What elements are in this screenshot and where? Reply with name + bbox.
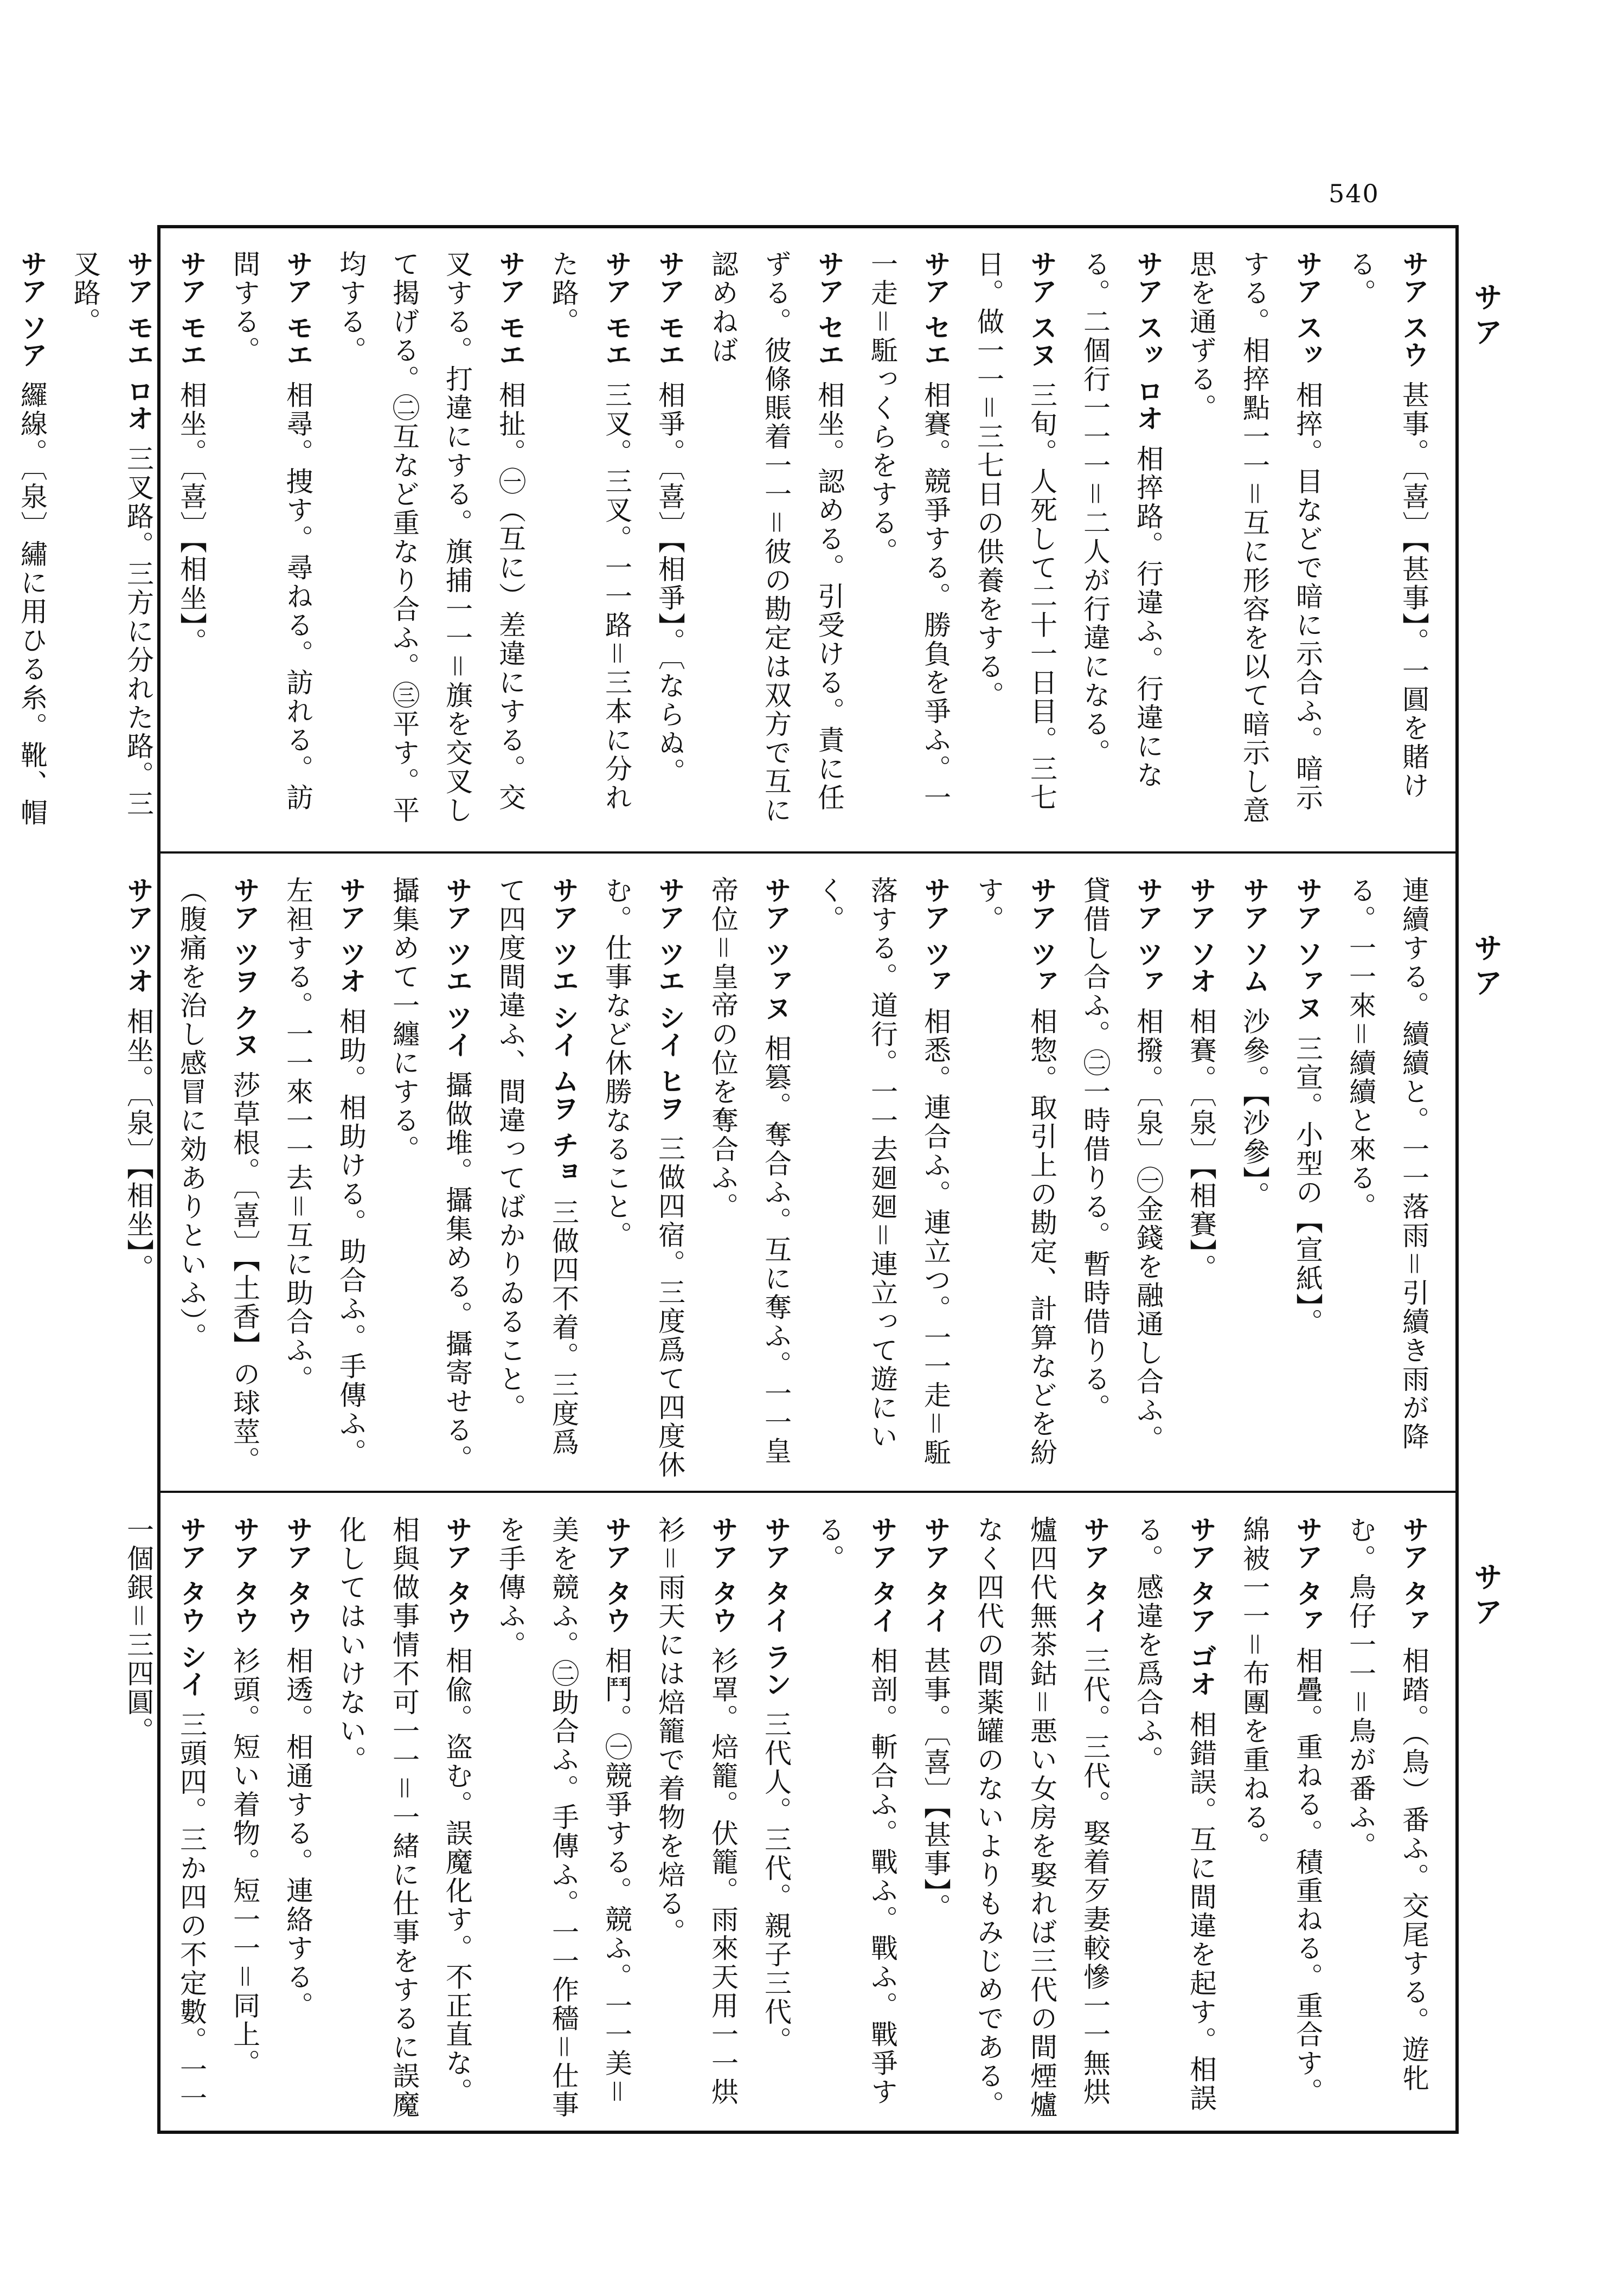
entry-definition: 衫罩。焙籠。伏籠。雨來天用一一烘衫＝雨天には焙籠で着物を焙る。	[654, 1516, 739, 2107]
entry-definition: 相尋。捜す。尋ねる。訪れる。訪問する。	[229, 250, 313, 812]
dictionary-entry	[1068, 250, 1175, 841]
entry-reading: サア スッ ロオ	[1132, 250, 1164, 432]
entry-reading: サア ツヲ クヌ	[229, 876, 261, 1058]
entry-definition: 三旬。人死して二十一日目。三七日。做一一＝三七日の供養をする。	[973, 250, 1057, 812]
entry-reading: サア スッ	[1292, 250, 1324, 368]
entry-definition: 相惣。取引上の勘定、計算などを紛す。	[973, 876, 1057, 1467]
dictionary-entry	[165, 250, 218, 841]
entry-definition: 三叉路。三方に分れた路。三叉路。	[69, 250, 154, 818]
entry-reading: サア ソア	[16, 250, 48, 368]
entry-reading: サア モエ	[495, 250, 527, 368]
dictionary-entry	[696, 250, 856, 841]
dictionary-entry	[1228, 876, 1281, 1480]
entry-reading: サア ツオ	[123, 876, 155, 995]
dictionary-entry	[803, 1516, 909, 2120]
dictionary-entry	[590, 876, 696, 1480]
entry-reading: サア ソオ	[1185, 876, 1217, 995]
entry-definition: 相捽路。行違ふ。行違になる。二個行一一一＝二人が行違になる。	[1079, 250, 1164, 790]
entry-definition: 沙參。【沙參】。	[1239, 1007, 1270, 1210]
entry-definition: 莎草根。〔喜〕【土香】の球莖。（腹痛を治し感冒に効ありといふ）。	[176, 876, 260, 1475]
dictionary-entry	[962, 1516, 1121, 2120]
dictionary-entry	[165, 876, 271, 1480]
entry-definition: 三代。三代。娶着歹妻較慘一一無烘爐四代無茶鈷＝悪い女房を娶れば三代の間煙爐なく四代の間薬罐のないよりもみじめである。	[973, 1516, 1111, 2119]
entry-reading: サア モエ	[282, 250, 314, 368]
entry-reading: サア モエ	[654, 250, 686, 368]
entry-reading: サア タウ シイ	[176, 1516, 208, 1697]
entry-definition: 相坐。〔喜〕【相坐】。	[176, 381, 207, 657]
entry-reading: サア モエ	[176, 250, 208, 368]
dictionary-entry	[1121, 1516, 1228, 2120]
dictionary-entry	[324, 250, 537, 841]
dictionary-band-top	[16, 228, 1455, 851]
dictionary-entry	[59, 250, 165, 841]
dictionary-entry	[0, 250, 59, 841]
dictionary-entry	[1228, 1516, 1334, 2120]
entry-reading: サア ツァ	[920, 876, 952, 995]
section-index-head: サア	[1469, 933, 1504, 1002]
band-divider	[161, 851, 1455, 854]
entry-definition: 攝做堆。攝集める。攝寄せる。攝集めて一纏にする。	[388, 876, 473, 1473]
entry-reading: サア ソム	[1239, 876, 1271, 995]
dictionary-entry	[1334, 250, 1440, 841]
entry-reading: サア モエ	[601, 250, 633, 368]
entry-definition: 三做四宿。三度爲て四度休む。仕事など休勝なること。	[601, 876, 685, 1480]
entry-reading: サア タイ ラン	[760, 1516, 792, 1697]
entry-definition: 三宣。小型の【宣紙】。	[1292, 1034, 1323, 1337]
dictionary-entry	[1334, 876, 1440, 1480]
entry-definition: 相透。相通する。連絡する。	[282, 1646, 313, 2021]
entry-definition: 衫頭。短い着物。短一一＝同上。	[229, 1646, 260, 2078]
dictionary-entry	[377, 876, 484, 1480]
dictionary-entry	[484, 876, 590, 1480]
entry-reading: サア タァ	[1292, 1516, 1324, 1634]
entry-reading: サア タァ	[1398, 1516, 1430, 1634]
entry-definition: 纙線。〔泉〕繡に用ひる糸。靴、帽	[16, 381, 48, 828]
dictionary-entry	[1068, 876, 1175, 1480]
band-divider	[161, 1491, 1455, 1493]
dictionary-entry	[537, 250, 643, 841]
entry-reading: サア タウ	[441, 1516, 473, 1634]
entry-definition: 相助。相助ける。助合ふ。手傳ふ。左袒する。一一來一一去＝互に助合ふ。	[282, 876, 367, 1467]
entry-definition: 相捽。目などで暗に示合ふ。暗示する。相捽點一一＝互に形容を以て暗示し意思を通ずる。	[1185, 250, 1323, 825]
entry-definition: 相賽。〔泉〕【相賽】。	[1185, 1007, 1217, 1283]
entry-reading: サア タイ	[920, 1516, 952, 1634]
page-number: 540	[1329, 179, 1380, 208]
dictionary-entry	[1334, 1516, 1440, 2120]
entry-reading: サア ツァ	[1026, 876, 1058, 995]
dictionary-entry	[271, 876, 377, 1480]
entry-definition: 相篡。奪合ふ。互に奪ふ。一一皇帝位＝皇帝の位を奪合ふ。	[707, 876, 792, 1466]
entry-reading: サア タイ	[1079, 1516, 1111, 1634]
entry-definition: 三頭四。三か四の不定數。一一一個銀＝三四圓。	[123, 1516, 207, 2113]
dictionary-entry	[1175, 250, 1334, 841]
dictionary-entry	[1175, 876, 1228, 1480]
dictionary-entry	[218, 1516, 271, 2120]
entry-definition: 相撥。〔泉〕㊀金錢を融通し合ふ。貸借し合ふ。㊁一時借りる。暫時借りる。	[1079, 876, 1164, 1454]
entry-reading: サア ツエ ツイ	[441, 876, 473, 1058]
dictionary-band-bottom	[123, 1494, 1455, 2131]
dictionary-entry	[962, 250, 1068, 841]
entry-definition: 相爭。〔喜〕【相爭】。〔ならぬ。	[654, 381, 685, 787]
entry-reading: サア モエ ロオ	[123, 250, 155, 432]
entry-reading: サア ツエ シイ ムヲ チョ	[548, 876, 580, 1185]
dictionary-entry	[112, 876, 165, 1480]
entry-reading: サア スヌ	[1026, 250, 1058, 368]
entry-definition: 三叉。三叉。一一路＝三本に分れた路。	[548, 250, 632, 812]
entry-reading: サア タウ	[229, 1516, 261, 1634]
dictionary-entry	[696, 876, 803, 1480]
entry-definition: 相錯誤。互に間違を起す。相誤る。感違を爲合ふ。	[1132, 1516, 1217, 2113]
entry-reading: サア セエ	[920, 250, 952, 368]
entry-reading: サア タア ゴオ	[1185, 1516, 1217, 1697]
entry-definition: 相悉。連合ふ。連立つ。一一走＝駈落する。道行。一一去廻廻＝連立って遊にいく。	[813, 876, 951, 1467]
dictionary-entry	[856, 250, 962, 841]
entry-reading: サア ツァヌ	[760, 876, 792, 1022]
entry-definition: 相偸。盗む。誤魔化す。不正直な。相與做事情不可一一＝一緒に仕事をするに誤魔化してはいけない。	[335, 1516, 473, 2119]
entry-reading: サア タウ	[601, 1516, 633, 1634]
dictionary-entry	[271, 1516, 324, 2120]
dictionary-entry	[803, 876, 962, 1480]
entry-definition: 三代人。三代。親子三代。	[760, 1710, 792, 2055]
entry-definition: 相疊。重ねる。積重ねる。重合す。綿被一一＝布團を重ねる。	[1239, 1516, 1323, 2107]
entry-definition: 相扯。㊀（互に）差違にする。交叉する。打違にする。旗捕一一＝旗を交叉して揭げる。㊁互など重なり合ふ。㊂平す。平均する。	[335, 250, 526, 825]
entry-reading: サア タウ	[282, 1516, 314, 1634]
entry-reading: サア セエ	[813, 250, 845, 368]
dictionary-entry	[643, 1516, 749, 2120]
entry-reading: サア スウ	[1398, 250, 1430, 368]
entries-column-group	[123, 876, 1440, 1480]
entry-definition: 相賽。競爭する。勝負を爭ふ。一一走＝駈っくらをする。	[867, 250, 951, 812]
dictionary-band-middle	[123, 855, 1455, 1491]
dictionary-entry	[909, 1516, 962, 2120]
entry-definition: 三做四不着。三度爲て四度間違ふ、間違ってばかりゐること。	[495, 876, 579, 1457]
entry-reading: サア ツオ	[335, 876, 367, 995]
dictionary-entry	[962, 876, 1068, 1480]
entry-definition: 甚事。〔喜〕【甚事】。一圓を賭ける。	[1345, 250, 1429, 800]
entry-reading: サア ツァ	[1132, 876, 1164, 995]
entry-reading: サア タウ	[707, 1516, 739, 1634]
entry-definition: 相坐。〔泉〕【相坐】。	[123, 1007, 154, 1283]
dictionary-entry	[643, 250, 696, 841]
entry-definition: 連續する。續續と。一一落雨＝引續き雨が降る。一一來＝續續と來る。	[1345, 876, 1429, 1451]
entry-definition: 相坐。認める。引受ける。責に任ずる。彼條賬着一一＝彼の勘定は双方で互に認めねば	[707, 250, 845, 825]
dictionary-entry	[112, 1516, 218, 2120]
dictionary-entry	[484, 1516, 643, 2120]
entries-column-group	[123, 1516, 1440, 2120]
entry-reading: サア ツエ シイ ヒヲ	[654, 876, 686, 1122]
entry-reading: サア ソァヌ	[1292, 876, 1324, 1022]
section-index-head: サア	[1469, 1562, 1504, 1631]
entry-definition: 甚事。〔喜〕【甚事】。	[920, 1646, 951, 1922]
entry-reading: サア タイ	[867, 1516, 899, 1634]
entries-column-group	[16, 250, 1440, 841]
dictionary-entry	[218, 250, 324, 841]
dictionary-entry	[749, 1516, 803, 2120]
dictionary-entry	[324, 1516, 484, 2120]
entry-definition: 相剖。斬合ふ。戰ふ。戰ふ。戰爭する。	[813, 1516, 898, 2107]
entry-definition: 相鬥。㊀競爭する。競ふ。一一美＝美を競ふ。㊁助合ふ。手傳ふ。一一作穡＝仕事を手傳ふ。	[495, 1516, 632, 2119]
section-index-head: サア	[1469, 282, 1504, 351]
dictionary-entry	[1281, 876, 1334, 1480]
entry-definition: 相踏。（鳥）番ふ。交尾する。遊牝む。鳥仔一一＝鳥が番ふ。	[1345, 1516, 1429, 2093]
